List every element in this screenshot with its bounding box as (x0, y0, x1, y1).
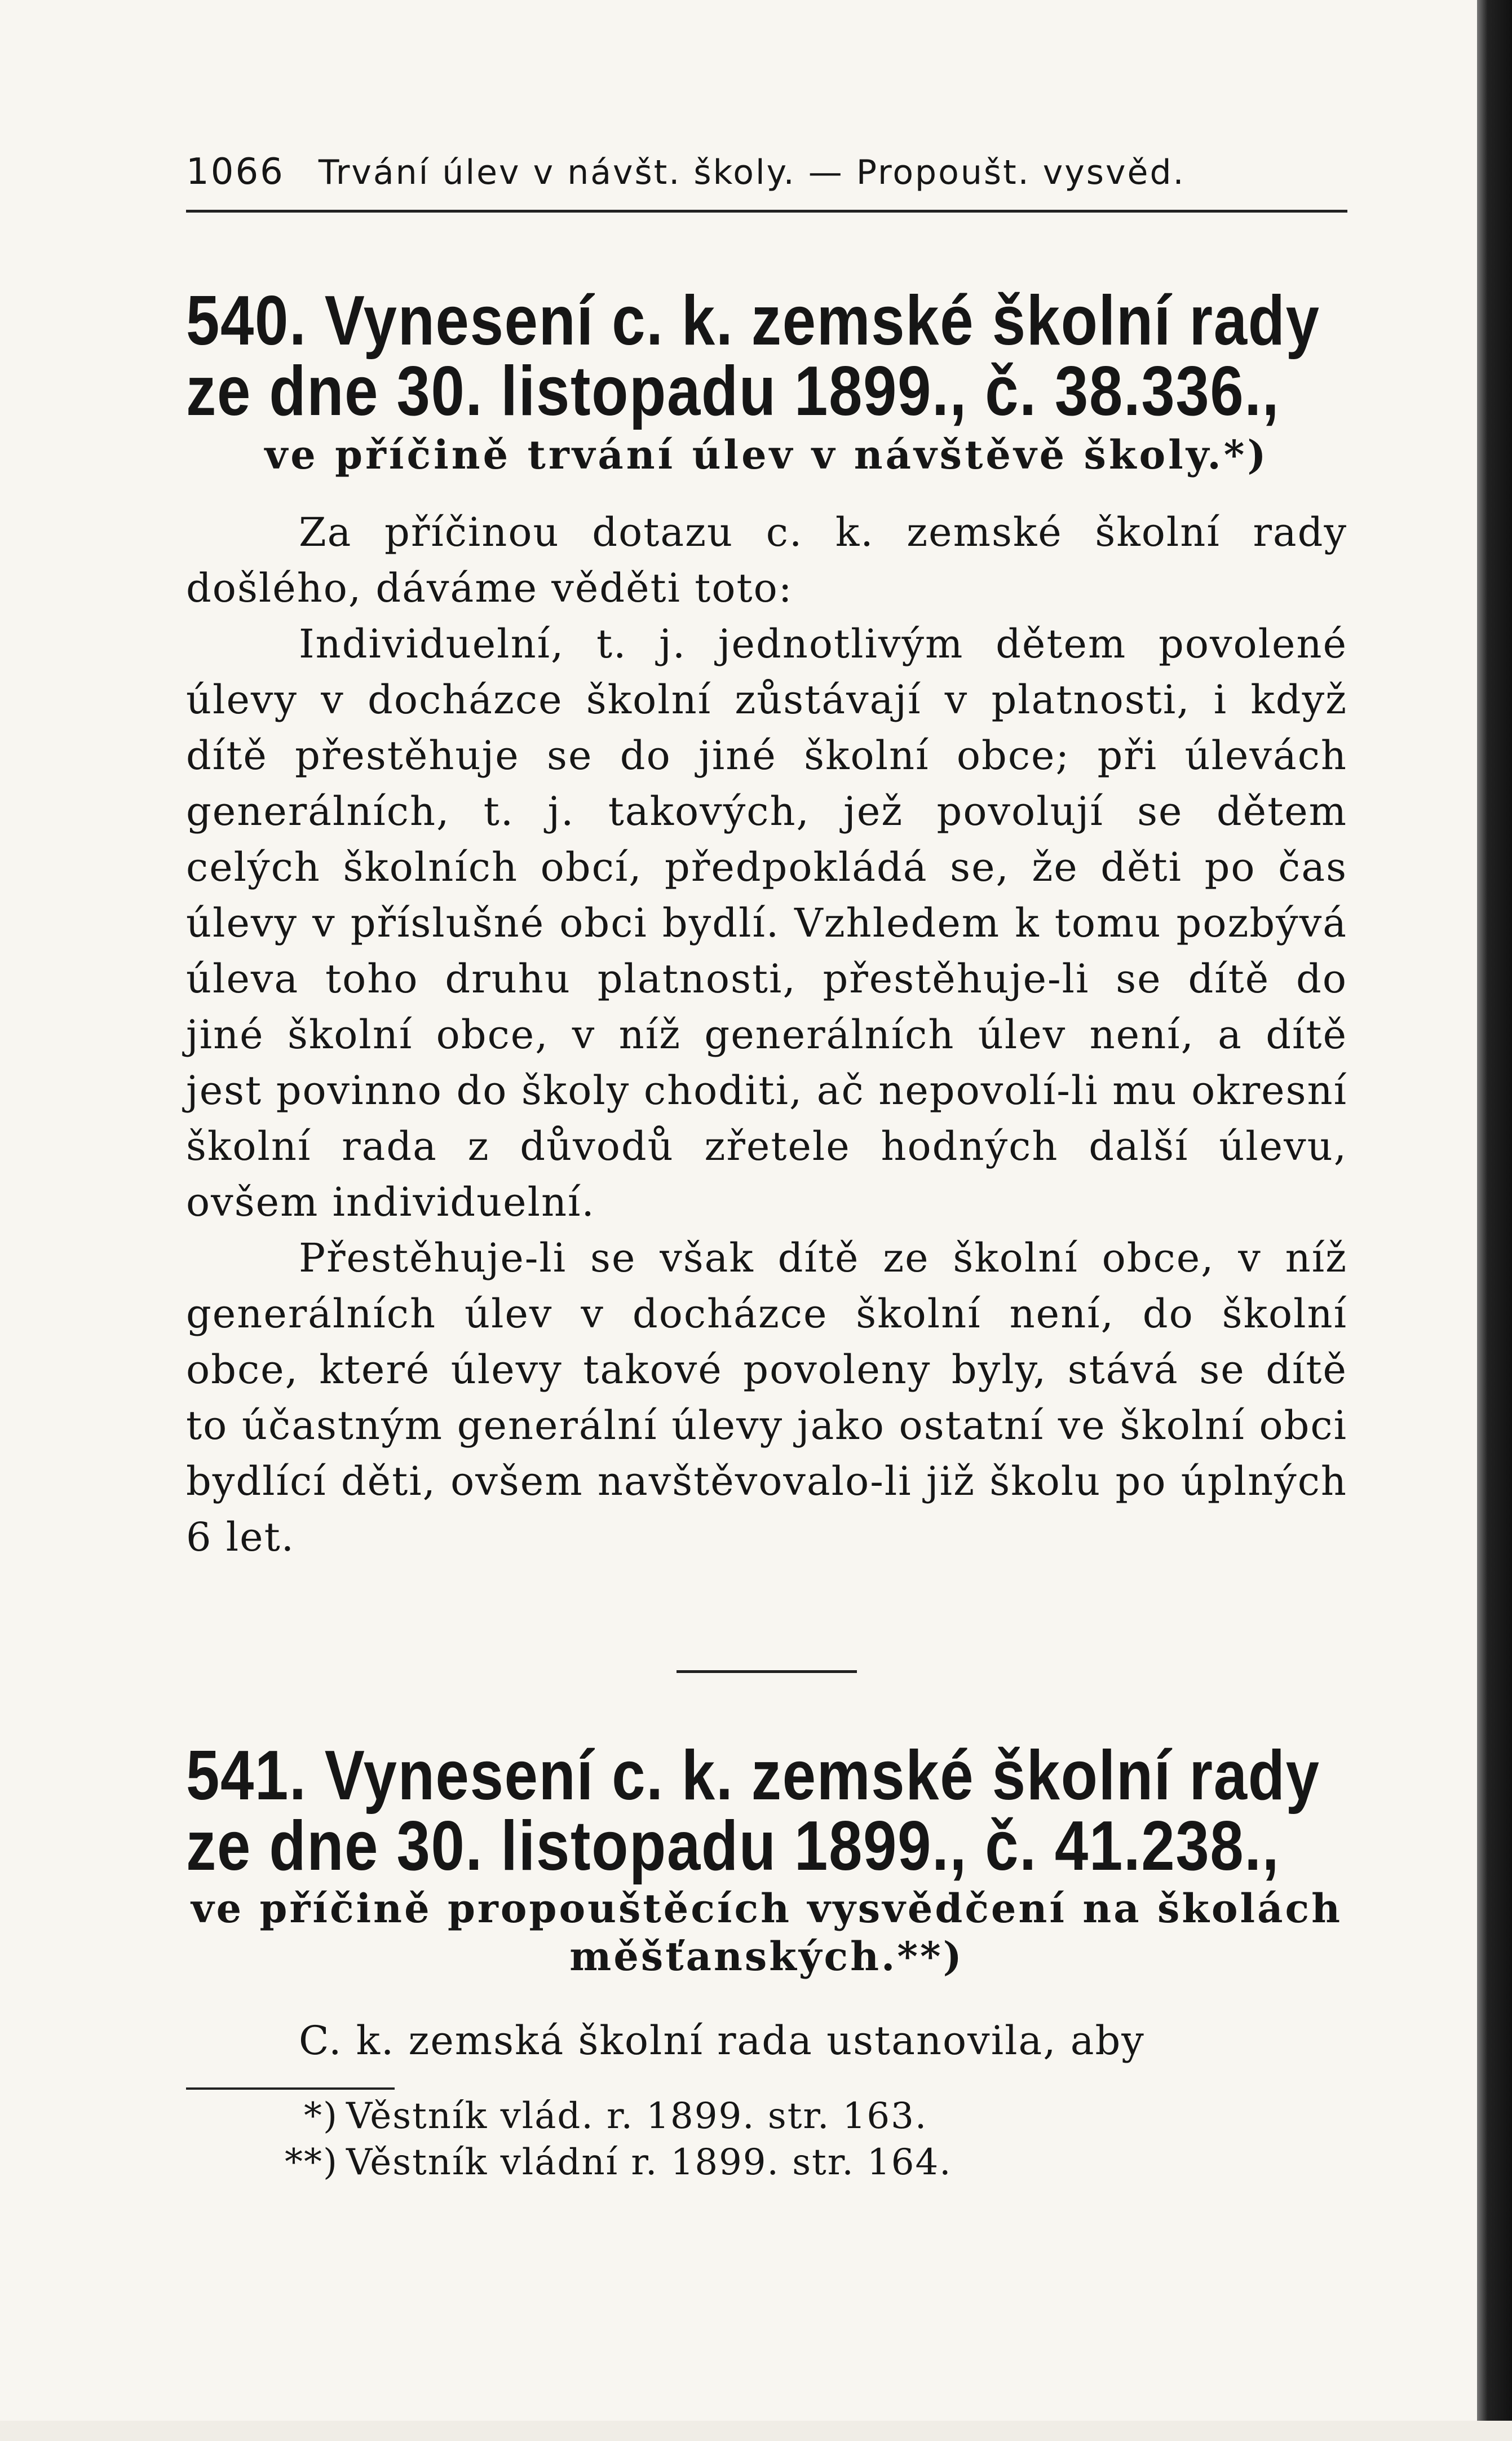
section-540-heading-line1: 540. Vynesení c. k. zemské školní rady (186, 282, 1320, 360)
footnotes (186, 2093, 1347, 2186)
footnote-1 (186, 2093, 1347, 2139)
running-head (186, 151, 1347, 193)
section-541-body (186, 2013, 1347, 2069)
footnote-2-mark: **) (285, 2142, 338, 2183)
section-540-body (186, 505, 1347, 1565)
section-540-paragraph-2: Individuelní, t. j. jednotlivým dětem povolené úlevy v docházce školní zůstávají v platnosti, i když dítě přestěhuje se do jiné školní obce; při úlevách generálních, t. j. takových, jež povolují se dětem celých školních obcí, předpokládá se, že děti po čas úlevy v příslušné obci bydlí. Vzhledem k tomu pozbývá úleva toho druhu platnosti, přestěhuje-li se dítě do jiné školní obce, v níž generálních úlev není, a dítě jest povinno do školy choditi, ač nepovolí-li mu okresní školní rada z důvodů zřetele hodných další úlevu, ovšem individuelní. (186, 621, 1347, 1225)
page-binding-edge (1477, 0, 1512, 2441)
footnote-2-text: Věstník vládní r. 1899. str. 164. (346, 2142, 952, 2183)
section-541-heading-line1: 541. Vynesení c. k. zemské školní rady (186, 1737, 1320, 1815)
section-separator (677, 1670, 857, 1673)
section-541-subheading-line1: ve příčině propouštěcích vysvědčení na školách (191, 1885, 1343, 1932)
section-540-subheading: ve příčině trvání úlev v návštěvě školy.*) (264, 431, 1269, 478)
section-540-paragraph-1: Za příčinou dotazu c. k. zemské školní rady došlého, dáváme věděti toto: (186, 509, 1347, 611)
footnote-rule (186, 2087, 395, 2090)
footnote-1-mark: *) (304, 2095, 338, 2137)
running-title: Trvání úlev v návšt. školy. — Propoušt. vysvěd. (318, 153, 1186, 192)
section-541-subheading-line2: měšťanských.**) (569, 1933, 964, 1980)
page-number: 1066 (186, 151, 285, 193)
section-540-paragraph-3: Přestěhuje-li se však dítě ze školní obce, v níž generálních úlev v docházce školní není, do školní obce, které úlevy takové povoleny byly, stává se dítě to účastným generální úlevy jako ostatní ve školní obci bydlící děti, ovšem navštěvovalo-li již školu po úplných 6 let. (186, 1235, 1347, 1560)
section-541-paragraph-1: C. k. zemská školní rada ustanovila, aby (299, 2018, 1145, 2064)
section-541-heading-line2: ze dne 30. listopadu 1899., č. 41.238., (186, 1807, 1280, 1885)
section-540-heading-line2: ze dne 30. listopadu 1899., č. 38.336., (186, 352, 1280, 430)
footnote-1-text: Věstník vlád. r. 1899. str. 163. (346, 2095, 928, 2137)
header-rule (186, 210, 1347, 213)
page-bottom-edge (0, 2421, 1512, 2441)
footnote-2 (186, 2139, 1347, 2186)
